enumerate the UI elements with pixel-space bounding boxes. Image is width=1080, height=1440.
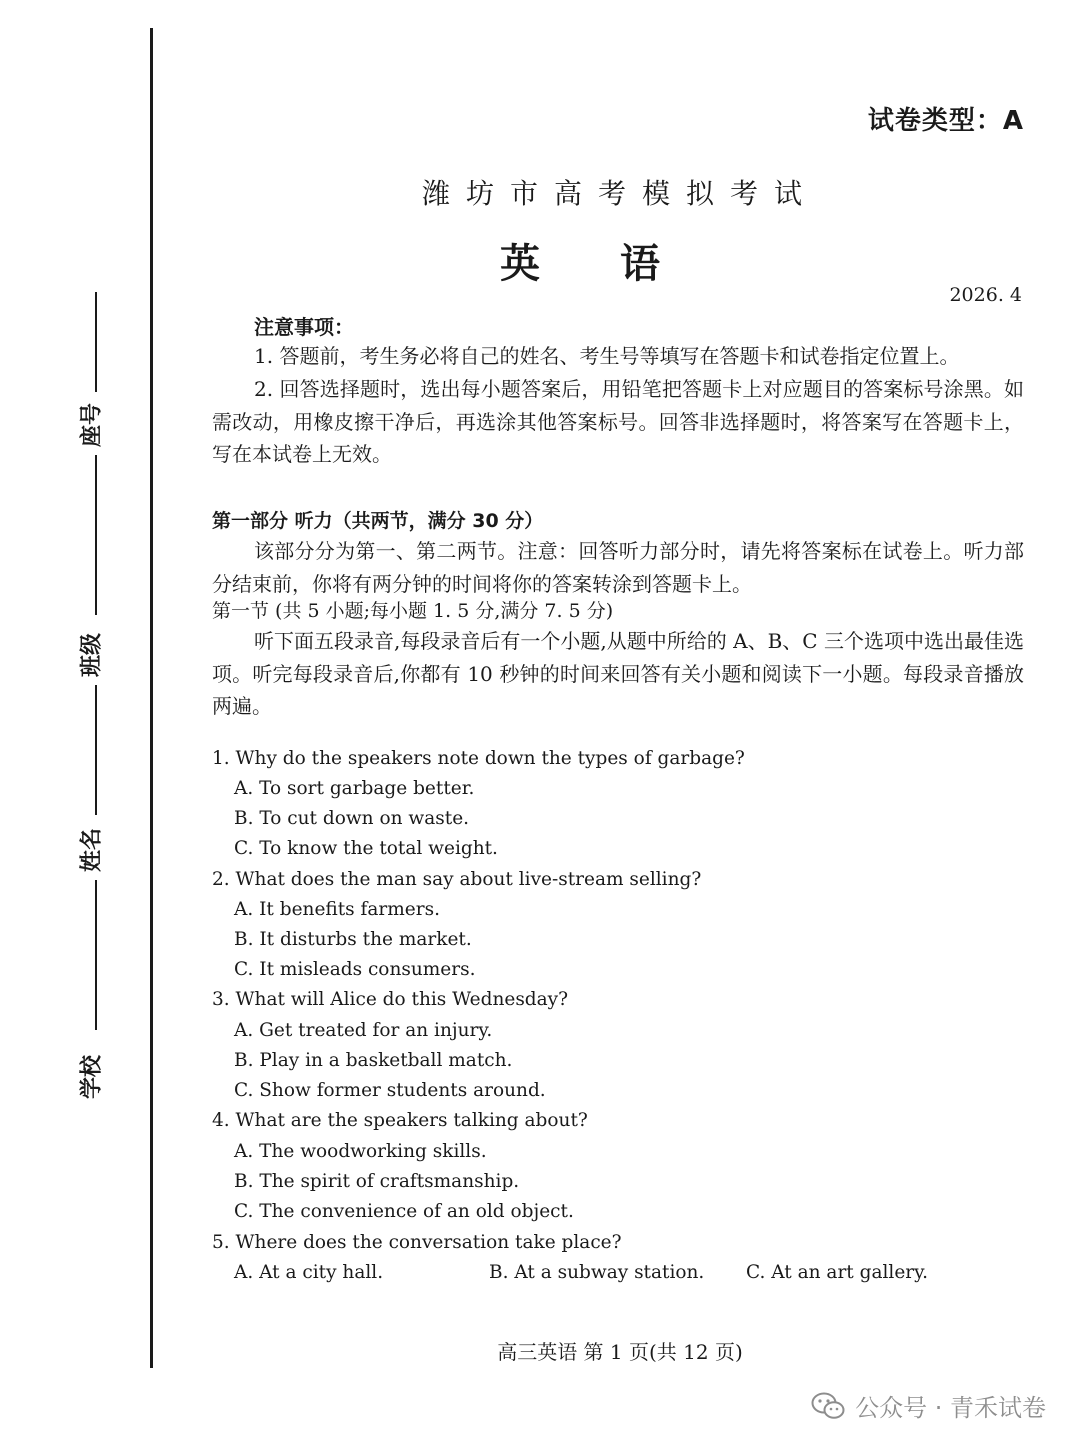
part-intro: 该部分分为第一、第二两节。注意：回答听力部分时，请先将答案标在试卷上。听力部分结束前，你将有两分钟的时间将你的答案转涂到答题卡上。 (212, 539, 1024, 596)
question-stem: 4. What are the speakers talking about? (212, 1110, 588, 1131)
question-option: A. To sort garbage better. (234, 778, 475, 799)
question-stem: 5. Where does the conversation take place? (212, 1232, 622, 1253)
name-fill-line (95, 685, 97, 815)
paper-type: 试卷类型：A (867, 106, 1024, 136)
question-option: A. Get treated for an injury. (234, 1020, 493, 1041)
notice-heading: 注意事项： (254, 315, 354, 339)
question-option: C. Show former students around. (234, 1080, 546, 1101)
question-option: B. It disturbs the market. (234, 929, 472, 950)
binding-line (150, 28, 153, 1368)
watermark-text: 公众号 · 青禾试卷 (855, 1394, 1046, 1422)
watermark (811, 1388, 1046, 1423)
question-option: A. The woodworking skills. (234, 1141, 487, 1162)
page-footer: 高三英语 第 1 页(共 12 页) (497, 1340, 743, 1364)
question-option: B. Play in a basketball match. (234, 1050, 513, 1071)
class-label: 班级 (79, 632, 105, 678)
part-heading: 第一部分 听力（共两节，满分 30 分） (212, 510, 544, 532)
question-option: C. It misleads consumers. (234, 959, 476, 980)
question-option: C. To know the total weight. (234, 838, 498, 859)
seat-fill-line (95, 292, 97, 392)
class-fill-line (95, 455, 97, 615)
subject-title: 英语 (500, 241, 740, 287)
notice-item-1: 1. 答题前，考生务必将自己的姓名、考生号等填写在答题卡和试卷指定位置上。 (254, 344, 960, 368)
question-option: B. At a subway station. (489, 1262, 705, 1283)
seat-label: 座号 (79, 402, 105, 448)
question-option: A. It benefits farmers. (234, 899, 440, 920)
school-label: 学校 (79, 1054, 105, 1100)
section-heading: 第一节 (共 5 小题;每小题 1. 5 分,满分 7. 5 分) (212, 600, 614, 622)
question-option: B. The spirit of craftsmanship. (234, 1171, 520, 1192)
exam-date: 2026. 4 (949, 284, 1022, 306)
question-option: B. To cut down on waste. (234, 808, 470, 829)
question-option: C. The convenience of an old object. (234, 1201, 574, 1222)
name-label: 姓名 (79, 827, 105, 873)
question-option: A. At a city hall. (234, 1262, 384, 1283)
notice-item-2: 2. 回答选择题时，选出每小题答案后，用铅笔把答题卡上对应题目的答案标号涂黑。如需改动，用橡皮擦干净后，再选涂其他答案标号。回答非选择题时，将答案写在答题卡上，写在本试卷上无效。 (212, 377, 1024, 466)
wechat-icon (811, 1391, 845, 1421)
school-fill-line (95, 880, 97, 1030)
question-option: C. At an art gallery. (746, 1262, 928, 1283)
question-stem: 2. What does the man say about live-stream selling? (212, 869, 702, 890)
question-stem: 3. What will Alice do this Wednesday? (212, 989, 569, 1010)
exam-title: 潍坊市高考模拟考试 (421, 177, 818, 210)
question-stem: 1. Why do the speakers note down the types of garbage? (212, 748, 745, 769)
section-instructions: 听下面五段录音,每段录音后有一个小题,从题中所给的 A、B、C 三个选项中选出最佳选项。听完每段录音后,你都有 10 秒钟的时间来回答有关小题和阅读下一小题。每段录音播放两遍。 (212, 629, 1024, 718)
